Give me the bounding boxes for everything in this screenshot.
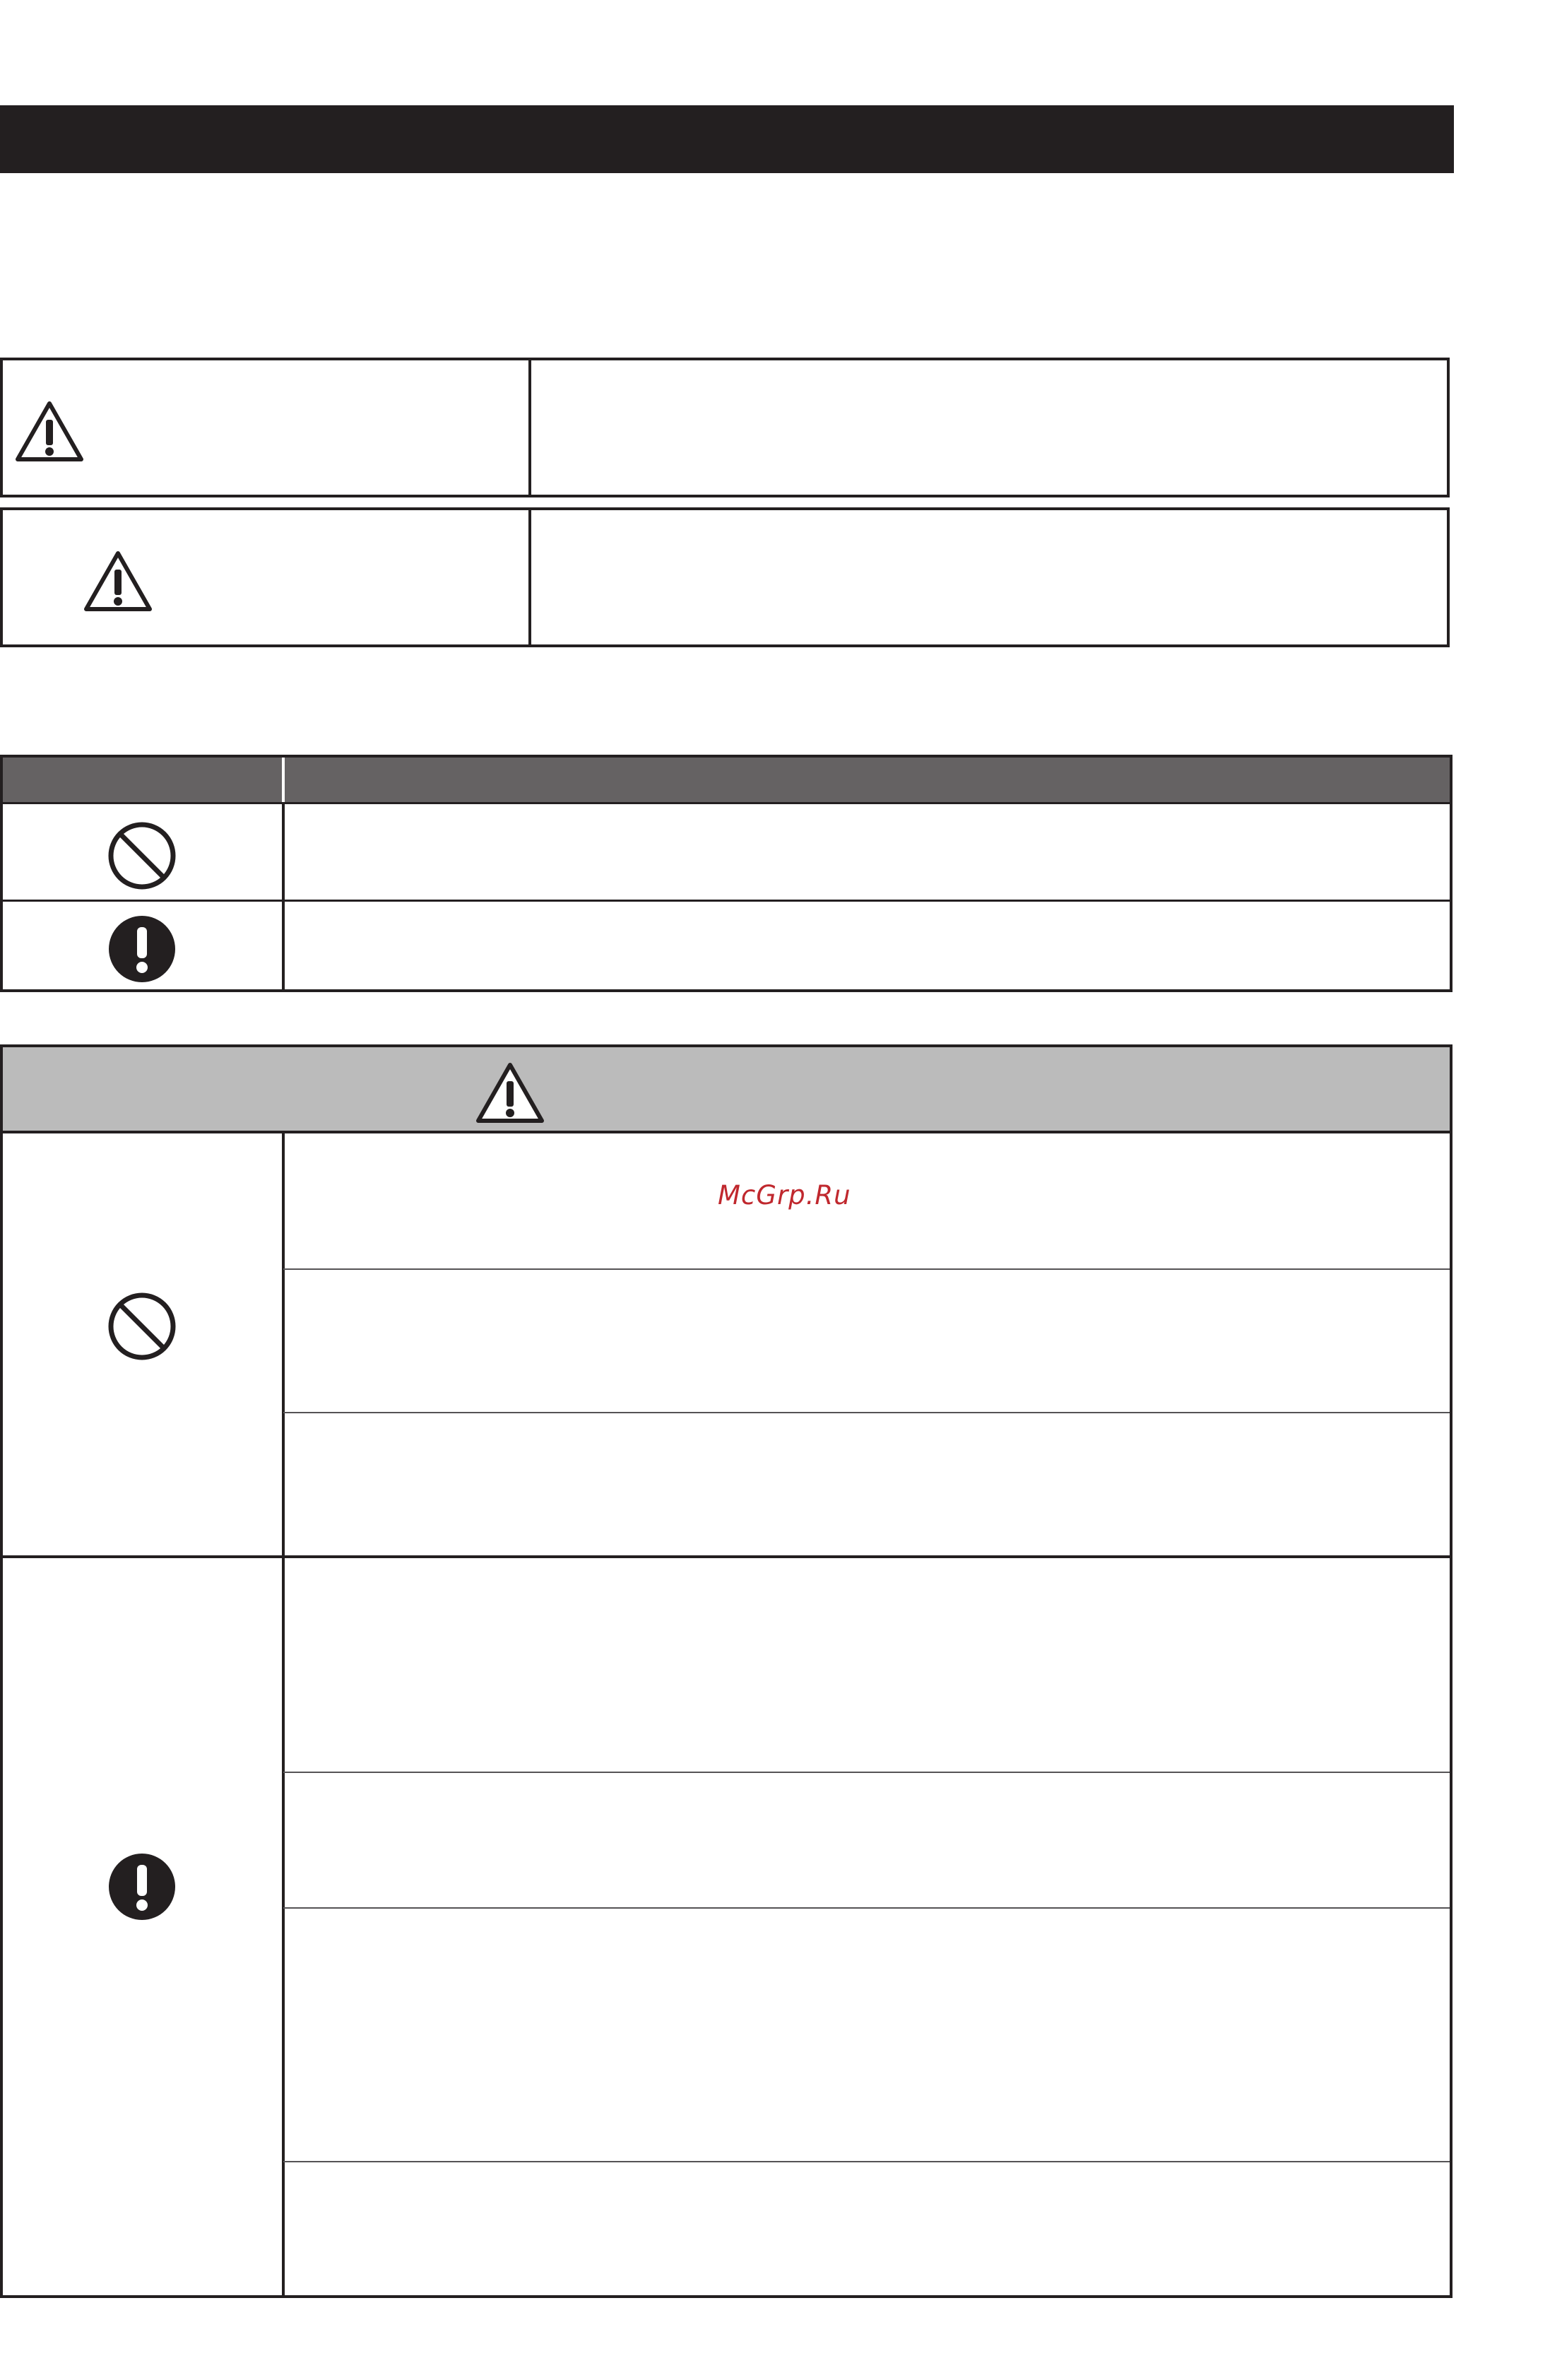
mandatory-icon [107, 914, 177, 984]
warning-table-header [3, 1047, 1450, 1131]
warning-row-divider [283, 1412, 1450, 1413]
prohibited-icon [107, 821, 177, 890]
warning-triangle-icon [14, 400, 85, 464]
warning-triangle-icon [475, 1061, 545, 1125]
header-bar [0, 105, 1454, 173]
prohibited-icon [107, 1292, 177, 1361]
watermark-text: McGrp.Ru [718, 1180, 851, 1210]
warning-row-divider [283, 2161, 1450, 2162]
warning-triangle-icon [83, 550, 153, 613]
warning-row-divider [283, 1772, 1450, 1773]
symbol-table-header [3, 758, 1450, 803]
warning-row-divider [283, 1268, 1450, 1270]
signal-word-box-2 [0, 507, 1450, 647]
mandatory-icon [107, 1852, 177, 1921]
warning-table-column-divider [282, 1132, 285, 2298]
symbol-table-column-divider [282, 803, 285, 992]
warning-group-divider [0, 1555, 1452, 1558]
symbol-table-header-divider [282, 758, 285, 803]
warning-table [0, 1044, 1452, 2298]
warning-table-header-line [0, 1131, 1452, 1133]
signal-word-box-2-divider [528, 507, 531, 647]
signal-word-box-1 [0, 358, 1450, 497]
symbol-table-header-line [0, 802, 1452, 804]
warning-row-divider [283, 1907, 1450, 1909]
symbol-table-row-divider [0, 900, 1452, 902]
signal-word-box-1-divider [528, 358, 531, 497]
